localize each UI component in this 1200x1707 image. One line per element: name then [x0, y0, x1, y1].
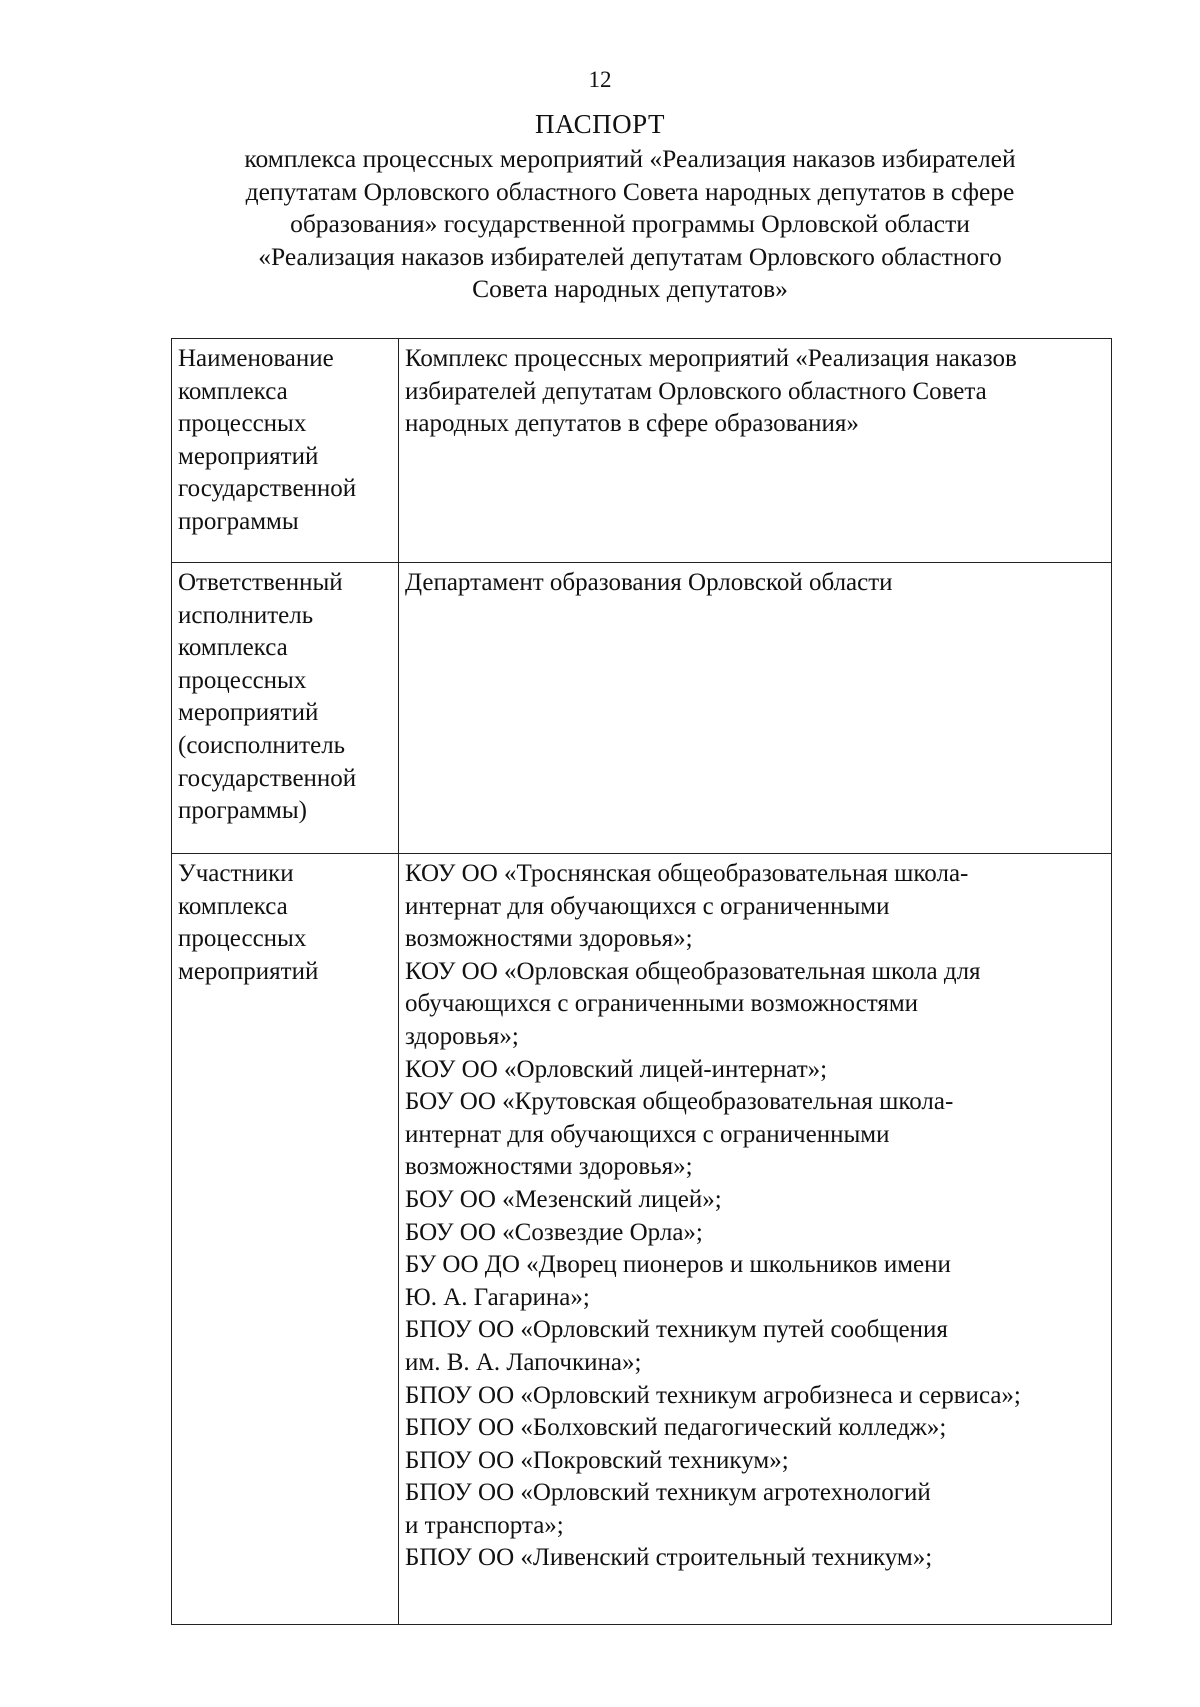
document-title: ПАСПОРТ [535, 109, 665, 139]
participant-line: КОУ ОО «Троснянская общеобразовательная школа- [405, 860, 969, 887]
participant-line: БОУ ОО «Мезенский лицей»; [405, 1185, 722, 1213]
passport-table [171, 338, 1112, 1625]
participant-line: БПОУ ОО «Орловский техникум агротехнологий [405, 1479, 931, 1507]
label-line: комплекса [178, 377, 288, 405]
table-row-responsible [172, 563, 1112, 854]
participant-line: БУ ОО ДО «Дворец пионеров и школьников имени [405, 1251, 951, 1279]
value-line: Комплекс процессных мероприятий «Реализация наказов [405, 345, 1017, 372]
label-line: процессных [178, 410, 307, 438]
row-label-cell [172, 854, 399, 1625]
label-line: государственной [178, 764, 357, 792]
participant-line: возможностями здоровья»; [405, 1153, 693, 1181]
label-line: процессных [178, 925, 307, 953]
label-line: государственной [178, 475, 357, 503]
label-line: Ответственный [178, 569, 343, 596]
value-line: народных депутатов в сфере образования» [405, 410, 859, 438]
label-line: комплекса [178, 892, 288, 920]
subtitle-line: комплекса процессных мероприятий «Реализация наказов избирателей [244, 144, 1016, 173]
subtitle-line: «Реализация наказов избирателей депутатам Орловского областного [258, 241, 1002, 271]
document-subtitle [150, 143, 1110, 306]
participant-line: обучающихся с ограниченными возможностями [405, 990, 919, 1018]
row-label-cell [172, 339, 399, 563]
row-value-cell [399, 339, 1112, 563]
participant-line: БПОУ ОО «Орловский техникум путей сообщения [405, 1316, 948, 1344]
table-row-name [172, 339, 1112, 563]
label-line: процессных [178, 666, 307, 694]
participant-line: интернат для обучающихся с ограниченными [405, 1120, 890, 1148]
label-line: (соисполнитель [178, 731, 346, 759]
participant-line: БПОУ ОО «Ливенский строительный техникум»; [405, 1544, 933, 1572]
row-label-cell [172, 563, 399, 854]
participant-line: БОУ ОО «Крутовская общеобразовательная школа- [405, 1088, 954, 1116]
participant-line: здоровья»; [405, 1022, 519, 1050]
table-row-participants [172, 854, 1112, 1625]
participant-line: им. В. А. Лапочкина»; [405, 1348, 642, 1376]
participant-line: Ю. А. Гагарина»; [405, 1283, 590, 1311]
participant-line: БПОУ ОО «Болховский педагогический колледж»; [405, 1414, 947, 1442]
participant-line: интернат для обучающихся с ограниченными [405, 892, 890, 920]
label-line: Участники [178, 860, 294, 887]
participant-line: БОУ ОО «Созвездие Орла»; [405, 1218, 703, 1246]
value-line: Департамент образования Орловской области [405, 569, 893, 596]
row-value-cell [399, 563, 1112, 854]
label-line: мероприятий [178, 442, 319, 470]
value-line: избирателей депутатам Орловского областного Совета [405, 377, 987, 405]
page-number: 12 [588, 67, 612, 92]
label-line: программы) [178, 797, 307, 825]
label-line: мероприятий [178, 957, 319, 985]
participant-line: БПОУ ОО «Орловский техникум агробизнеса и сервиса»; [405, 1381, 1021, 1409]
participant-line: КОУ ОО «Орловский лицей-интернат»; [405, 1055, 828, 1083]
label-line: комплекса [178, 634, 288, 662]
participant-line: возможностями здоровья»; [405, 925, 693, 953]
subtitle-line: Совета народных депутатов» [472, 274, 788, 303]
subtitle-line: депутатам Орловского областного Совета народных депутатов в сфере [245, 176, 1015, 206]
participant-line: БПОУ ОО «Покровский техникум»; [405, 1446, 789, 1474]
label-line: мероприятий [178, 699, 319, 727]
subtitle-line: образования» государственной программы Орловской области [290, 209, 970, 238]
participant-line: КОУ ОО «Орловская общеобразовательная школа для [405, 957, 981, 985]
label-line: Наименование [178, 345, 334, 372]
label-line: исполнитель [178, 601, 314, 629]
label-line: программы [178, 507, 299, 535]
participant-line: и транспорта»; [405, 1511, 564, 1539]
row-value-cell [399, 854, 1112, 1625]
